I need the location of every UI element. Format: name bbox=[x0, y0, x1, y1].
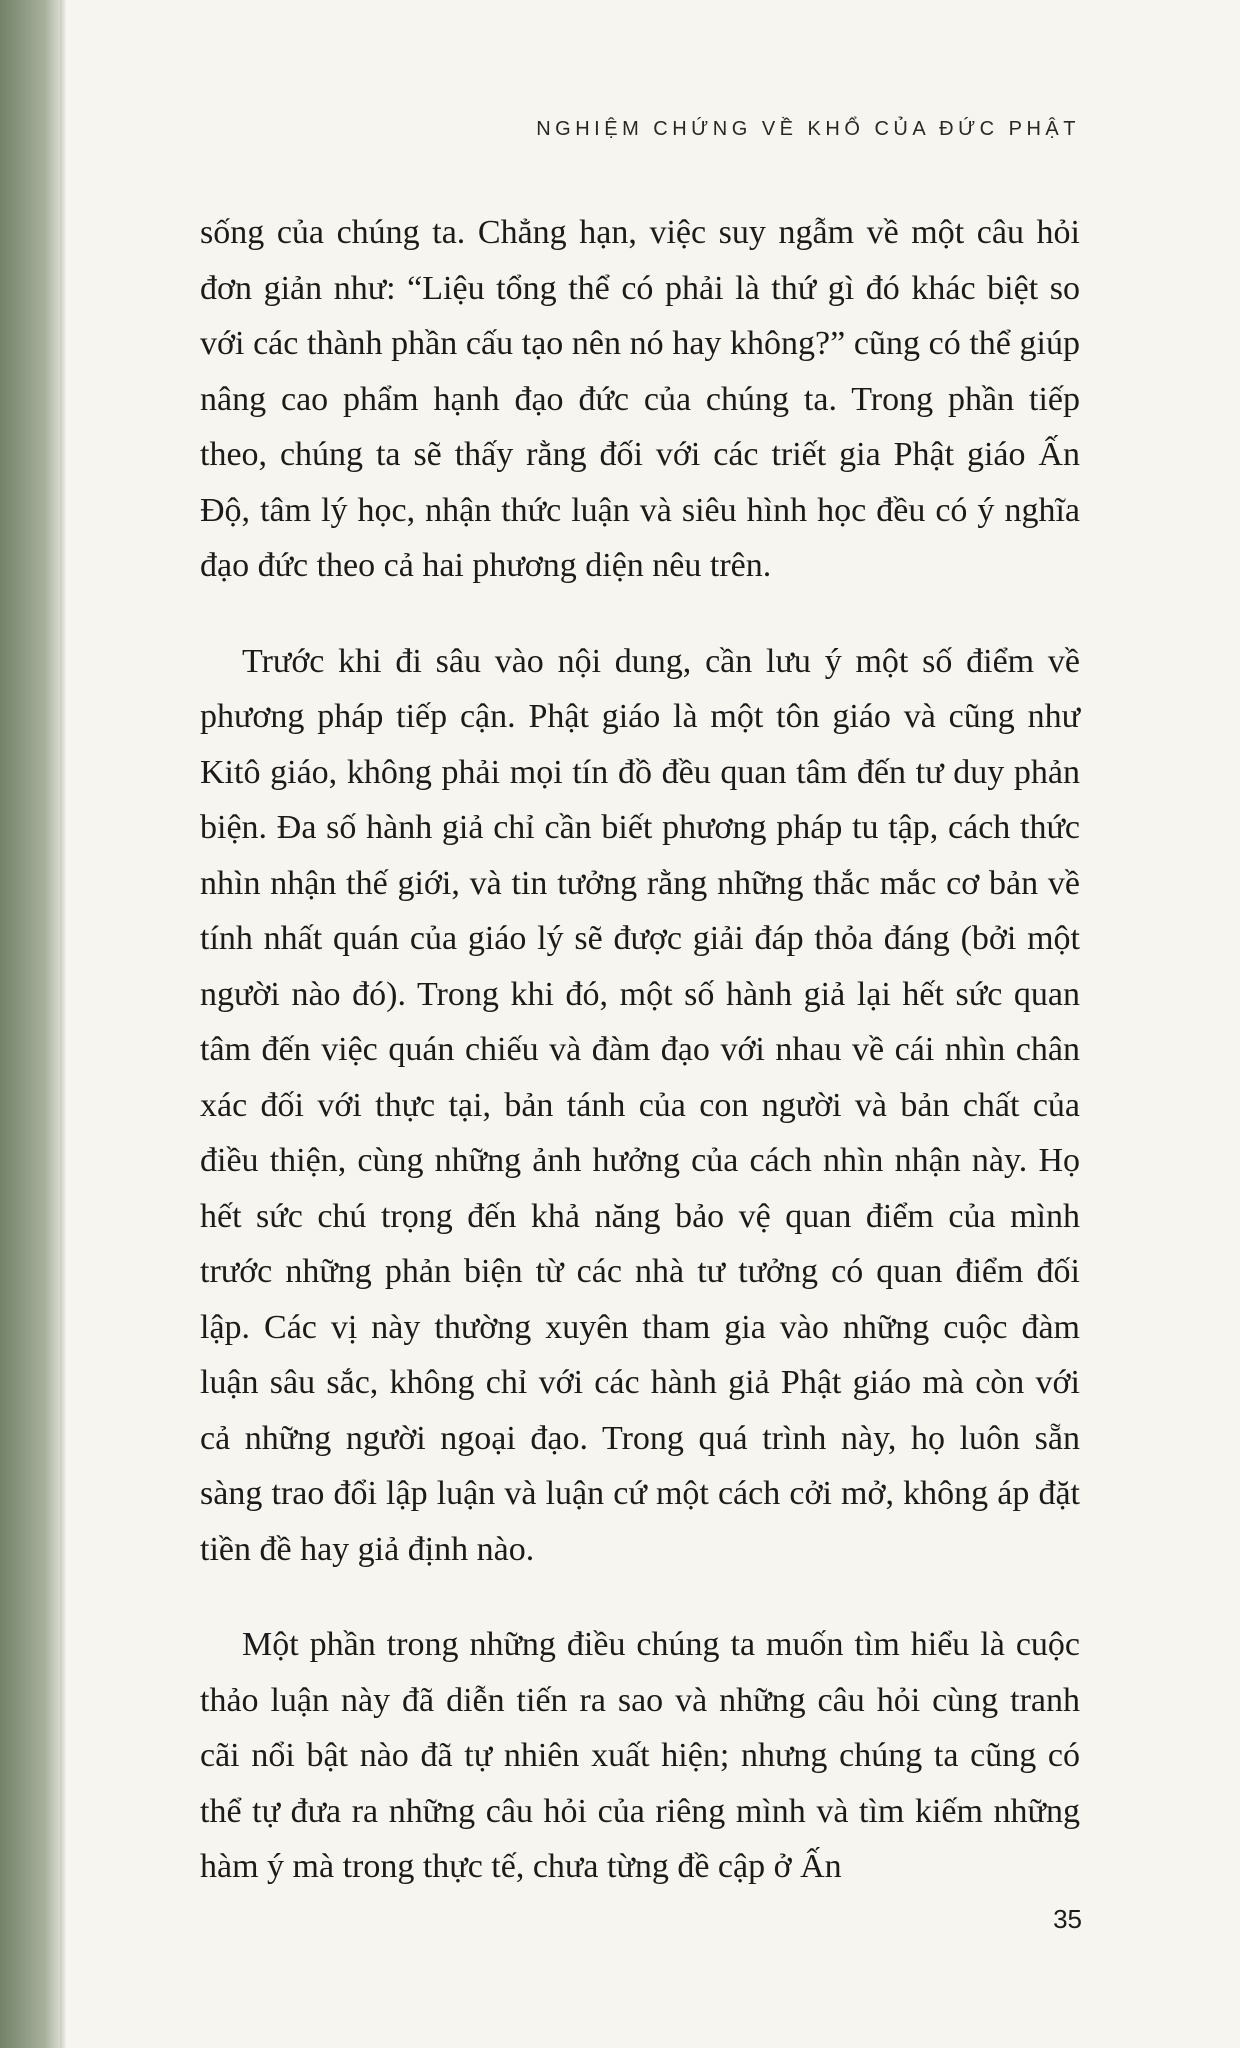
running-head: NGHIỆM CHỨNG VỀ KHỔ CỦA ĐỨC PHẬT bbox=[536, 118, 1080, 140]
paragraph-continued: sống của chúng ta. Chẳng hạn, việc suy ngẫm về một câu hỏi đơn giản như: “Liệu tổng thể có phải là thứ gì đó khác biệt so với các thành phần cấu tạo nên nó hay không?” cũng có thể giúp nâng cao phẩm hạnh đạo đức của chúng ta. Trong phần tiếp theo, chúng ta sẽ thấy rằng đối với các triết gia Phật giáo Ấn Độ, tâm lý học, nhận thức luận và siêu hình học đều có ý nghĩa đạo đức theo cả hai phương diện nêu trên. bbox=[200, 214, 1080, 584]
body-text bbox=[200, 205, 1080, 1895]
page-gutter bbox=[60, 0, 66, 2048]
page-number: 35 bbox=[1053, 1904, 1082, 1934]
paragraph: Trước khi đi sâu vào nội dung, cần lưu ý một số điểm về phương pháp tiếp cận. Phật giáo là một tôn giáo và cũng như Kitô giáo, không phải mọi tín đồ đều quan tâm đến tư duy phản biện. Đa số hành giả chỉ cần biết phương pháp tu tập, cách thức nhìn nhận thế giới, và tin tưởng rằng những thắc mắc cơ bản về tính nhất quán của giáo lý sẽ được giải đáp thỏa đáng (bởi một người nào đó). Trong khi đó, một số hành giả lại hết sức quan tâm đến việc quán chiếu và đàm đạo với nhau về cái nhìn chân xác đối với thực tại, bản tánh của con người và bản chất của điều thiện, cùng những ảnh hưởng của cách nhìn nhận này. Họ hết sức chú trọng đến khả năng bảo vệ quan điểm của mình trước những phản biện từ các nhà tư tưởng có quan điểm đối lập. Các vị này thường xuyên tham gia vào những cuộc đàm luận sâu sắc, không chỉ với các hành giả Phật giáo mà còn với cả những người ngoại đạo. Trong quá trình này, họ luôn sẵn sàng trao đổi lập luận và luận cứ một cách cởi mở, không áp đặt tiền đề hay giả định nào. bbox=[200, 642, 1080, 1568]
paragraph: Một phần trong những điều chúng ta muốn tìm hiểu là cuộc thảo luận này đã diễn tiến ra sao và những câu hỏi cùng tranh cãi nổi bật nào đã tự nhiên xuất hiện; nhưng chúng ta cũng có thể tự đưa ra những câu hỏi của riêng mình và tìm kiếm những hàm ý mà trong thực tế, chưa từng đề cập ở Ấn bbox=[200, 1626, 1080, 1885]
book-spine-edge bbox=[0, 0, 60, 2048]
